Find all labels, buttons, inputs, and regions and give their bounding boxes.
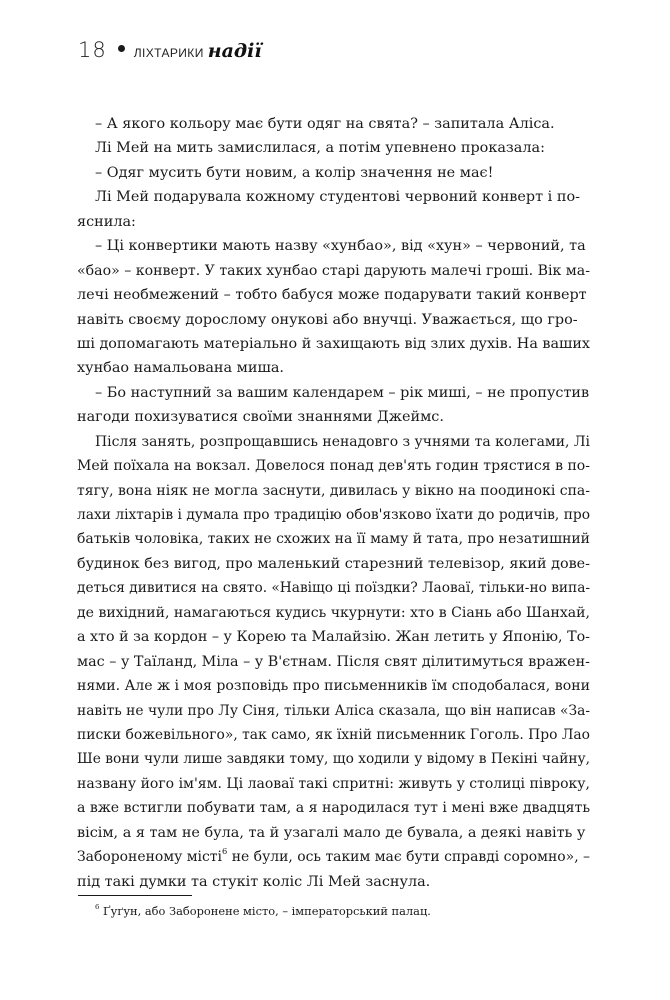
- footnote-reference: 6: [221, 847, 228, 858]
- text-line: під такі думки та стукіт коліс Лі Мей заснула.: [77, 873, 431, 890]
- text-line: яснила:: [77, 213, 136, 230]
- text-line: – Бо наступний за вашим календарем – рік миші, – не пропустив: [95, 384, 590, 401]
- text-line: навіть своєму дорослому онукові або внучці. Уважається, що гро-: [77, 311, 578, 328]
- text-line: «бао» – конверт. У таких хунбао старі дарують малечі гроші. Вік ма-: [77, 262, 590, 279]
- text-line: а хто й за кордон – у Корею та Малайзію. Жан летить у Японію, То-: [77, 629, 591, 646]
- text-line: Лі Мей подарувала кожному студентові червоний конверт і по-: [95, 189, 580, 206]
- text-line: будинок без вигод, про маленький старезний телевізор, який дове-: [77, 555, 591, 572]
- text-line: – А якого кольору має бути одяг на свята? – запитала Аліса.: [95, 116, 555, 132]
- text-line: лечі необмежений – тобто бабуся може подарувати такий конверт: [77, 287, 587, 304]
- bullet-separator-icon: [118, 45, 125, 52]
- text-line: Лі Мей на мить замислилася, а потім упевнено проказала:: [95, 140, 545, 157]
- text-fragment: не були, ось таким має бути справді соромно», –: [227, 849, 591, 866]
- text-line: [77, 845, 590, 869]
- text-line: ші допомагають матеріально й захищають від злих духів. На ваших: [77, 335, 591, 352]
- text-line: деться дивитися на свято. «Навіщо ці поїздки? Лаоваї, тільки-но випа-: [77, 580, 591, 597]
- text-line: Мей поїхала на вокзал. Довелося понад дев'ять годин трястися в по-: [77, 458, 590, 475]
- text-line: писки божевільного», так само, як їхній письменник Гоголь. Про Лао: [77, 726, 590, 743]
- main-text: [77, 112, 590, 894]
- text-line: – Одяг мусить бути новим, а колір значення не має!: [95, 164, 494, 181]
- footnote-text: Ґуґун, або Заборонене місто, – імператорський палац.: [99, 904, 431, 918]
- text-line: батьків чоловіка, таких не схожих на її маму й тата, про незатишний: [77, 531, 590, 548]
- text-fragment: вісім, а я там не була, та й узагалі мало де бувала, а деякі навіть у: [77, 824, 586, 841]
- text-line: а вже встигли побувати там, а я народилася тут і мені вже двадцять: [77, 800, 591, 817]
- text-line: Ше вони чули лише завдяки тому, що ходили у відому в Пекіні чайну,: [77, 751, 591, 768]
- footnote: [95, 903, 431, 919]
- book-series-title: ЛІХТАРИКИ: [133, 46, 204, 60]
- text-fragment: Забороненому місті: [77, 849, 222, 866]
- text-line: – Ці конвертики мають назву «хунбао», від «хун» – червоний, та: [95, 238, 586, 255]
- text-line: лахи ліхтарів і думала про традицію обов'язково їхати до родичів, про: [77, 507, 591, 523]
- text-line: мас – у Таїланд, Міла – у В'єтнам. Після свят ділитимуться вражен-: [77, 653, 591, 670]
- text-line: навіть не чули про Лу Сіня, тільки Аліса сказала, що він написав «За-: [77, 702, 591, 719]
- text-line: [77, 821, 590, 845]
- running-header: [78, 38, 262, 66]
- footnote-divider: [78, 895, 192, 896]
- footnote-marker: 6: [95, 903, 100, 912]
- text-line: нагоди похизуватися своїми знаннями Джеймс.: [77, 409, 444, 426]
- text-line: нями. Але ж і моя розповідь про письменників їм сподобалася, вони: [77, 678, 591, 695]
- text-line: хунбао намальована миша.: [77, 360, 284, 377]
- text-line: де вихідний, намагаються кудись чкурнути: хто в Сіань або Шанхай,: [77, 604, 591, 621]
- text-line: тягу, вона ніяк не могла заснути, дивилась у вікно на поодинокі спа-: [77, 482, 590, 499]
- text-line: названу його ім'ям. Ці лаоваї такі спритні: живуть у столиці півроку,: [77, 775, 590, 792]
- page-number: 18: [78, 38, 107, 62]
- text-line: Після занять, розпрощавшись ненадовго з учнями та колегами, Лі: [95, 433, 591, 450]
- book-series-title-script: надії: [207, 40, 262, 62]
